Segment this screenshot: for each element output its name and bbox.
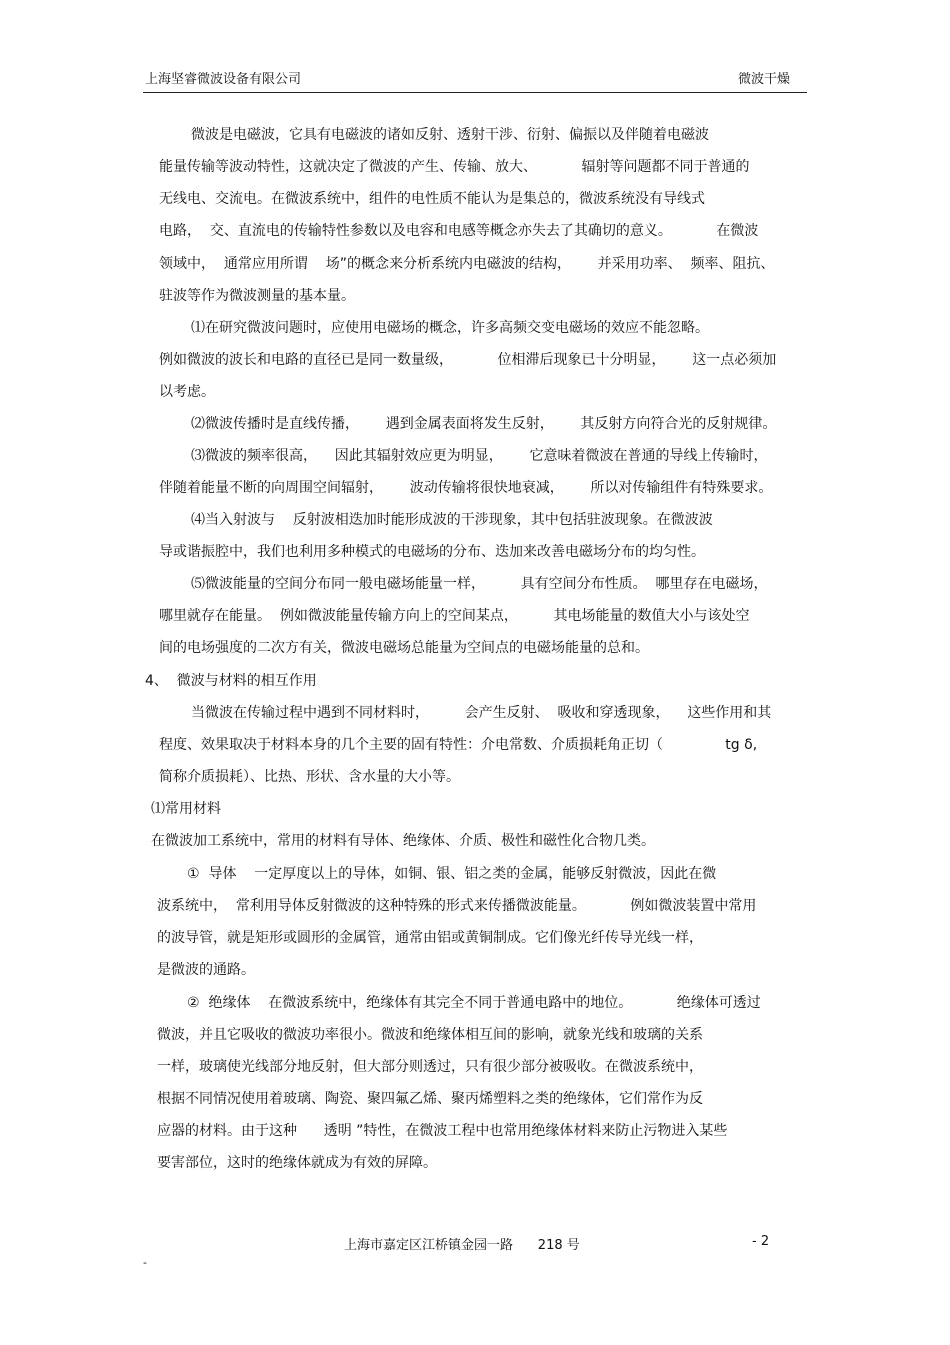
text-line: 简称介质损耗）、比热、形状、含水量的大小等。 — [159, 769, 460, 785]
footer-dash: - — [143, 1256, 147, 1269]
text-line: 在微波加工系统中，常用的材料有导体、绝缘体、介质、极性和磁性化合物几类。 — [151, 833, 655, 849]
footer-address: 上海市嘉定区江桥镇金园一路 218 号 — [344, 1238, 580, 1253]
text-line: 哪里就存在能量。 例如微波能量传输方向上的空间某点， 其电场能量的数值大小与该处空 — [159, 608, 750, 624]
text-line: 是微波的通路。 — [157, 962, 255, 978]
text-line: ⑵微波传播时是直线传播， 遇到金属表面将发生反射， 其反射方向符合光的反射规律。 — [191, 416, 777, 432]
text-line: ⑸微波能量的空间分布同一般电磁场能量一样， 具有空间分布性质。 哪里存在电磁场， — [191, 576, 768, 592]
text-line: 应器的材料。由于这种 透明 ”特性，在微波工程中也常用绝缘体材料来防止污物进入某些 — [157, 1123, 728, 1139]
text-line: 伴随着能量不断的向周围空间辐射， 波动传输将很快地衰减， 所以对传输组件有特殊要求。 — [159, 480, 773, 496]
header-company: 上海坚睿微波设备有限公司 — [145, 72, 302, 87]
text-line: 电路， 交、直流电的传输特性参数以及电容和电感等概念亦失去了其确切的意义。 在微波 — [159, 223, 759, 239]
header-section: 微波干燥 — [737, 72, 790, 87]
subsection-heading: ⑴常用材料 — [151, 801, 221, 817]
text-line: ⑴在研究微波问题时，应使用电磁场的概念，许多高频交变电磁场的效应不能忽略。 — [191, 320, 709, 336]
text-line: ⑷当入射波与 反射波相迭加时能形成波的干涉现象，其中包括驻波现象。在微波波 — [191, 512, 713, 528]
text-line: 领域中， 通常应用所谓 场”的概念来分析系统内电磁波的结构， 并采用功率、 频率、阻抗、 — [159, 256, 775, 272]
text-line: 程度、效果取决于材料本身的几个主要的固有特性：介电常数、介质损耗角正切（ tg δ, — [159, 737, 758, 753]
text-line: 例如微波的波长和电路的直径已是同一数量级， 位相滞后现象已十分明显， 这一点必须加 — [159, 352, 777, 368]
footer-page-number: - 2 — [752, 1234, 770, 1249]
text-line: ① 导体 一定厚度以上的导体，如铜、银、铝之类的金属，能够反射微波，因此在微 — [187, 866, 717, 882]
text-line: 当微波在传输过程中遇到不同材料时， 会产生反射、 吸收和穿透现象， 这些作用和其 — [191, 705, 772, 721]
text-line: 驻波等作为微波测量的基本量。 — [159, 288, 355, 304]
text-line: 以考虑。 — [159, 384, 215, 400]
text-line: 的波导管，就是矩形或圆形的金属管，通常由铝或黄铜制成。它们像光纤传导光线一样， — [157, 930, 703, 946]
text-line: 波系统中， 常利用导体反射微波的这种特殊的形式来传播微波能量。 例如微波装置中常用 — [157, 898, 757, 914]
text-line: ② 绝缘体 在微波系统中，绝缘体有其完全不同于普通电路中的地位。 绝缘体可透过 — [187, 995, 761, 1011]
text-line: 能量传输等波动特性，这就决定了微波的产生、传输、放大、 辐射等问题都不同于普通的 — [159, 159, 750, 175]
text-line: 一样，玻璃使光线部分地反射，但大部分则透过，只有很少部分被吸收。在微波系统中， — [157, 1059, 703, 1075]
text-line: ⑶微波的频率很高， 因此其辐射效应更为明显， 它意味着微波在普通的导线上传输时， — [191, 448, 768, 464]
text-line: 微波，并且它吸收的微波功率很小。微波和绝缘体相互间的影响，就象光线和玻璃的关系 — [157, 1027, 703, 1043]
text-line: 要害部位，这时的绝缘体就成为有效的屏障。 — [157, 1155, 437, 1171]
text-line: 无线电、交流电。在微波系统中，组件的电性质不能认为是集总的，微波系统没有导线式 — [159, 191, 705, 207]
header-rule — [143, 92, 807, 93]
text-line: 导或谐振腔中，我们也利用多种模式的电磁场的分布、迭加来改善电磁场分布的均匀性。 — [159, 544, 705, 560]
section-heading: 4、 微波与材料的相互作用 — [145, 673, 317, 689]
text-line: 根据不同情况使用着玻璃、陶瓷、聚四氟乙烯、聚丙烯塑料之类的绝缘体，它们常作为反 — [157, 1091, 703, 1107]
text-line: 微波是电磁波，它具有电磁波的诸如反射、透射干涉、衍射、偏振以及伴随着电磁波 — [191, 127, 709, 143]
text-line: 间的电场强度的二次方有关，微波电磁场总能量为空间点的电磁场能量的总和。 — [159, 640, 649, 656]
